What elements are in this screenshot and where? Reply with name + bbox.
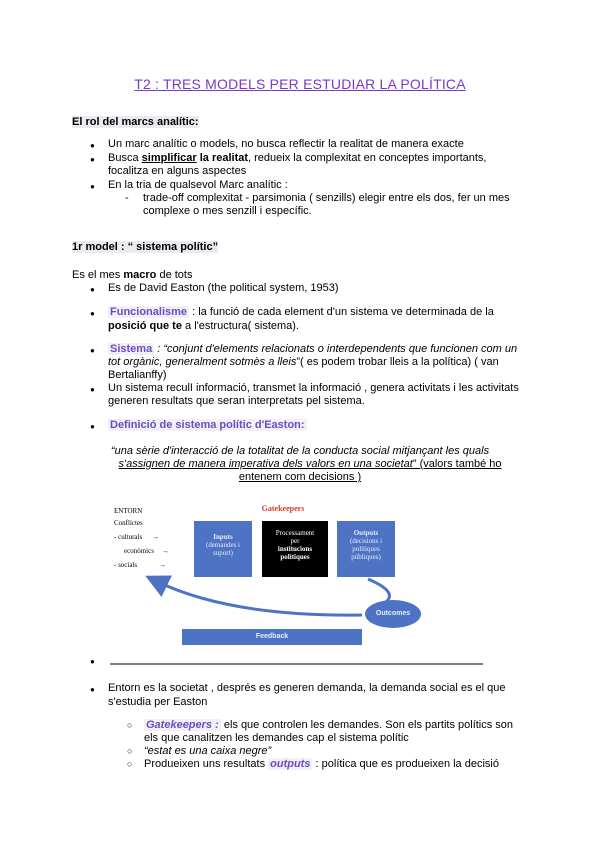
section-heading-model1: 1r model : “ sistema polític” bbox=[72, 241, 219, 253]
quote-line: “una sèrie d'interacció de la totalitat de la conducta social mitjançant les quals bbox=[110, 445, 490, 457]
list-item: ● En la tria de qualsevol Marc analític : bbox=[108, 179, 288, 192]
sub-list-item-continued: complexe o mes senzill i específic. bbox=[143, 205, 312, 217]
intro-text: Es el mes macro de tots bbox=[72, 269, 193, 281]
quote-line: s'assignen de manera imperativa dels valors en una societat” (valors també ho bbox=[118, 458, 502, 470]
list-item-continued: Bertalianffy) bbox=[108, 369, 167, 381]
entorn-label: ENTORN bbox=[114, 507, 143, 515]
gatekeepers-label: Gatekeepers bbox=[261, 504, 305, 513]
arrow-icon: → bbox=[161, 547, 169, 555]
socials-label: - socials → bbox=[114, 561, 166, 569]
list-item-continued: generen resultats que seran interpretats pel sistema. bbox=[108, 395, 365, 407]
sub-list-item: ○ “estat es una caixa negre” bbox=[144, 745, 271, 758]
list-item-continued: focalitza en alguns aspectes bbox=[108, 165, 247, 177]
sub-list-item: - trade-off complexitat - parsimonia ( senzills) elegir entre els dos, fer un mes bbox=[143, 192, 510, 205]
quote-line: entenem com decisions ) bbox=[238, 471, 362, 483]
list-item: ● Un marc analític o models, no busca reflectir la realitat de manera exacte bbox=[108, 138, 464, 151]
list-item: ● Busca simplificar la realitat, redueix la complexitat en conceptes importants, bbox=[108, 152, 487, 165]
list-item-continued: tot orgànic, generalment sotmès a lleis”( es podem trobar lleis a la política) ( van bbox=[108, 356, 499, 368]
list-item-continued: s'estudia per Easton bbox=[108, 696, 208, 708]
easton-system-diagram bbox=[110, 497, 483, 665]
list-item: ● Un sistema reculI informació, transmet la informació , genera activitats i les activitats bbox=[108, 382, 519, 395]
economics-label: econòmics → bbox=[124, 547, 169, 555]
list-item: ● Funcionalisme : la funció de cada element d'un sistema ve determinada de la bbox=[108, 306, 494, 319]
outputs-box: Outputs (decisions i polítiques públiques) bbox=[337, 521, 395, 577]
conflictes-label: Conflictes bbox=[114, 519, 143, 527]
sub-list-item: ○ Produeixen uns resultats outputs : política que es produeixen la decisió bbox=[144, 758, 499, 771]
section-heading-rol: El rol del marcs analític: bbox=[72, 116, 199, 128]
arrow-icon: → bbox=[151, 533, 159, 541]
sub-list-item-continued: els que canalitzen les demandes cap el sistema polític bbox=[144, 732, 409, 744]
feedback-bar: Feedback bbox=[182, 629, 362, 645]
list-item-continued: posició que te a l'estructura( sistema). bbox=[108, 320, 299, 332]
empty-bullet: ● bbox=[90, 657, 95, 666]
page-title: T2 : TRES MODELS PER ESTUDIAR LA POLÍTICA bbox=[134, 76, 466, 92]
processament-box: Processament per institucions polítiques bbox=[262, 521, 328, 577]
list-item: ● Entorn es la societat , després es generen demanda, la demanda social es el que bbox=[108, 682, 505, 695]
list-item: ● Definició de sistema polític d'Easton: bbox=[108, 419, 307, 432]
sub-list-item: ○ Gatekeepers : els que controlen les demandes. Son els partits polítics son bbox=[144, 719, 513, 732]
feedback-curve-arrow bbox=[156, 581, 362, 615]
list-item: ● Sistema : “conjunt d'elements relacionats o interdependents que funcionen com un bbox=[108, 343, 517, 356]
arrow-icon: → bbox=[158, 561, 166, 569]
outcomes-ellipse: Outcomes bbox=[365, 600, 421, 628]
culturals-label: - culturals → bbox=[114, 533, 159, 541]
list-item: ● Es de David Easton (the political system, 1953) bbox=[108, 282, 339, 295]
inputs-box: Inputs (demandes i suport) bbox=[194, 521, 252, 577]
